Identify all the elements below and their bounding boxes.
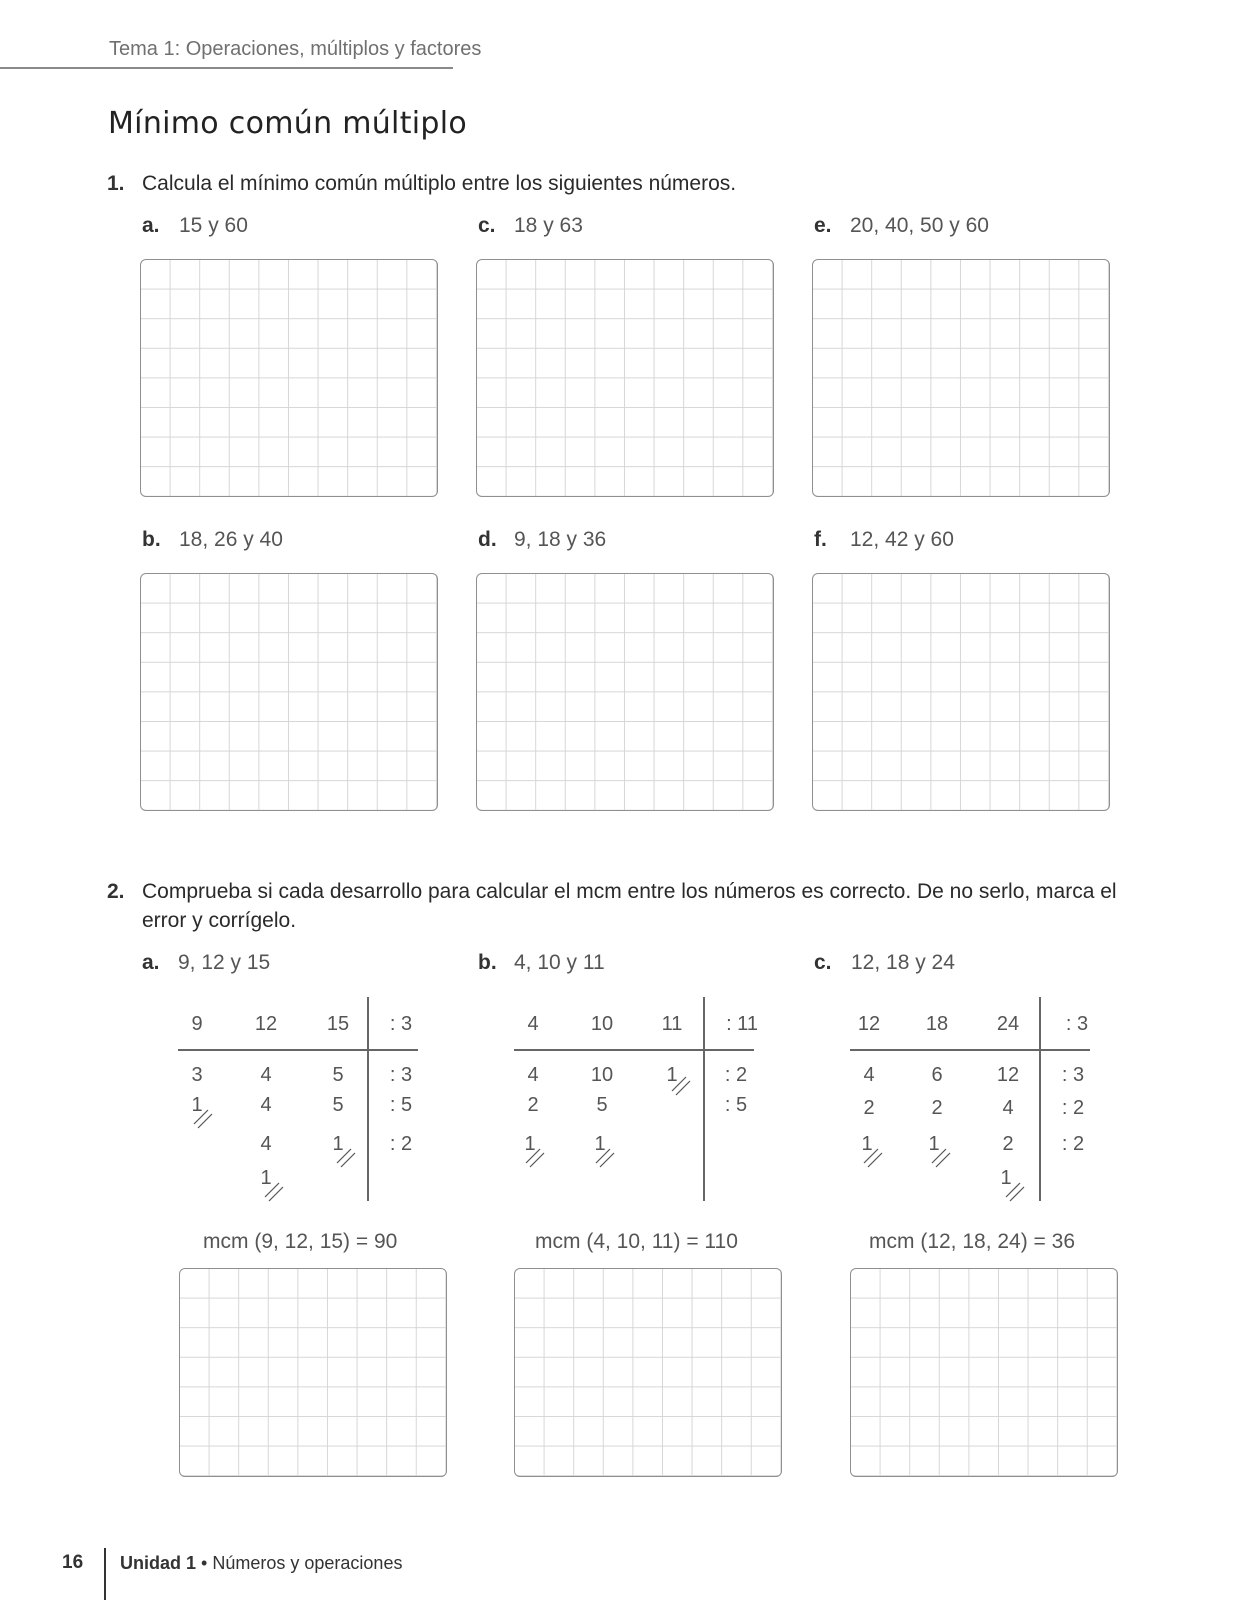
double-slash-mark	[524, 1147, 546, 1169]
page-number: 16	[62, 1552, 84, 1573]
header-divider	[0, 67, 453, 69]
division-cell: 2	[527, 1094, 539, 1116]
division-cell: 5	[596, 1094, 608, 1116]
division-divisor: : 5	[389, 1094, 413, 1116]
double-slash-mark	[335, 1147, 357, 1169]
double-slash-mark	[862, 1147, 884, 1169]
division-cell: 12	[254, 1013, 278, 1035]
double-slash-mark	[192, 1108, 214, 1130]
question-2-text-line-2: error y corrígelo.	[142, 909, 297, 932]
division-divider-line	[367, 997, 369, 1201]
division-header-line	[850, 1049, 1090, 1051]
division-cell: 18	[925, 1013, 949, 1035]
q2-item-b-letter: b.	[478, 951, 497, 974]
division-cell: 1	[191, 1094, 203, 1116]
footer-section: Números y operaciones	[212, 1553, 403, 1573]
q2-item-a-text: 9, 12 y 15	[178, 951, 271, 974]
q1-item-f-letter: f.	[814, 528, 827, 551]
division-cell: 5	[332, 1064, 344, 1086]
q2-b-correction-grid[interactable]	[514, 1268, 782, 1477]
double-slash-mark	[670, 1075, 692, 1097]
division-cell: 1	[594, 1133, 606, 1155]
division-cell: 4	[1002, 1097, 1014, 1119]
q1-item-d-letter: d.	[478, 528, 497, 551]
division-cell: 2	[1002, 1133, 1014, 1155]
topic-header: Tema 1: Operaciones, múltiplos y factores	[109, 38, 482, 60]
division-header-line	[514, 1049, 754, 1051]
division-cell: 4	[260, 1133, 272, 1155]
footer-separator: •	[201, 1553, 208, 1573]
division-cell: 4	[260, 1064, 272, 1086]
division-cell: 4	[260, 1094, 272, 1116]
footer-unit-label	[120, 1553, 402, 1574]
q1-f-answer-grid[interactable]	[812, 573, 1110, 811]
division-cell: 10	[590, 1064, 614, 1086]
division-cell: 5	[332, 1094, 344, 1116]
q1-item-e-letter: e.	[814, 214, 832, 237]
division-divisor: : 11	[726, 1013, 758, 1035]
q2-c-mcm-result: mcm (12, 18, 24) = 36	[869, 1230, 1076, 1253]
q1-c-answer-grid[interactable]	[476, 259, 774, 497]
double-slash-mark	[930, 1147, 952, 1169]
q2-item-c-text: 12, 18 y 24	[851, 951, 955, 974]
q1-item-b-text: 18, 26 y 40	[179, 528, 283, 551]
footer-divider	[104, 1548, 106, 1600]
division-cell: 3	[191, 1064, 203, 1086]
division-cell: 1	[524, 1133, 536, 1155]
division-cell: 1	[1000, 1167, 1012, 1189]
q2-item-a-letter: a.	[142, 951, 160, 974]
division-cell: 2	[863, 1097, 875, 1119]
q1-a-answer-grid[interactable]	[140, 259, 438, 497]
q1-item-a-letter: a.	[142, 214, 160, 237]
division-divisor: : 3	[389, 1064, 413, 1086]
division-divisor: : 5	[724, 1094, 748, 1116]
q2-a-mcm-result: mcm (9, 12, 15) = 90	[203, 1230, 398, 1253]
q1-item-d-text: 9, 18 y 36	[514, 528, 607, 551]
division-cell: 1	[332, 1133, 344, 1155]
q1-d-answer-grid[interactable]	[476, 573, 774, 811]
question-2-text-line-1: Comprueba si cada desarrollo para calcular el mcm entre los números es correcto. De no serlo, marca el	[142, 880, 1117, 903]
q1-item-f-text: 12, 42 y 60	[850, 528, 954, 551]
division-cell: 1	[928, 1133, 940, 1155]
question-2-number: 2.	[107, 880, 125, 903]
double-slash-mark	[263, 1181, 285, 1203]
division-cell: 1	[861, 1133, 873, 1155]
double-slash-mark	[594, 1147, 616, 1169]
division-cell: 6	[931, 1064, 943, 1086]
division-cell: 24	[996, 1013, 1020, 1035]
division-divisor: : 3	[1065, 1013, 1089, 1035]
division-cell: 1	[666, 1064, 678, 1086]
division-divisor: : 2	[724, 1064, 748, 1086]
q1-item-a-text: 15 y 60	[179, 214, 248, 237]
division-cell: 4	[863, 1064, 875, 1086]
division-divisor: : 2	[1061, 1097, 1085, 1119]
q1-item-c-letter: c.	[478, 214, 496, 237]
question-1-number: 1.	[107, 172, 125, 195]
q2-item-c-letter: c.	[814, 951, 832, 974]
division-cell: 4	[527, 1064, 539, 1086]
division-divisor: : 3	[389, 1013, 413, 1035]
footer-unit: Unidad 1	[120, 1553, 197, 1573]
division-cell: 11	[661, 1013, 683, 1035]
division-divisor: : 2	[1061, 1133, 1085, 1155]
division-divider-line	[703, 997, 705, 1201]
q1-b-answer-grid[interactable]	[140, 573, 438, 811]
division-cell: 12	[857, 1013, 881, 1035]
q1-e-answer-grid[interactable]	[812, 259, 1110, 497]
division-cell: 2	[931, 1097, 943, 1119]
division-cell: 9	[191, 1013, 203, 1035]
q1-item-c-text: 18 y 63	[514, 214, 583, 237]
division-header-line	[178, 1049, 418, 1051]
q2-item-b-text: 4, 10 y 11	[514, 951, 605, 974]
double-slash-mark	[1004, 1181, 1026, 1203]
division-divider-line	[1039, 997, 1041, 1201]
division-divisor: : 3	[1061, 1064, 1085, 1086]
division-divisor: : 2	[389, 1133, 413, 1155]
question-1-text: Calcula el mínimo común múltiplo entre los siguientes números.	[142, 172, 737, 195]
division-cell: 12	[996, 1064, 1020, 1086]
division-cell: 10	[590, 1013, 614, 1035]
q1-item-b-letter: b.	[142, 528, 161, 551]
division-cell: 15	[326, 1013, 350, 1035]
q2-c-correction-grid[interactable]	[850, 1268, 1118, 1477]
page-title: Mínimo común múltiplo	[108, 106, 468, 141]
q2-b-mcm-result: mcm (4, 10, 11) = 110	[535, 1230, 738, 1253]
division-cell: 1	[260, 1167, 272, 1189]
division-cell: 4	[527, 1013, 539, 1035]
q2-a-correction-grid[interactable]	[179, 1268, 447, 1477]
q1-item-e-text: 20, 40, 50 y 60	[850, 214, 989, 237]
